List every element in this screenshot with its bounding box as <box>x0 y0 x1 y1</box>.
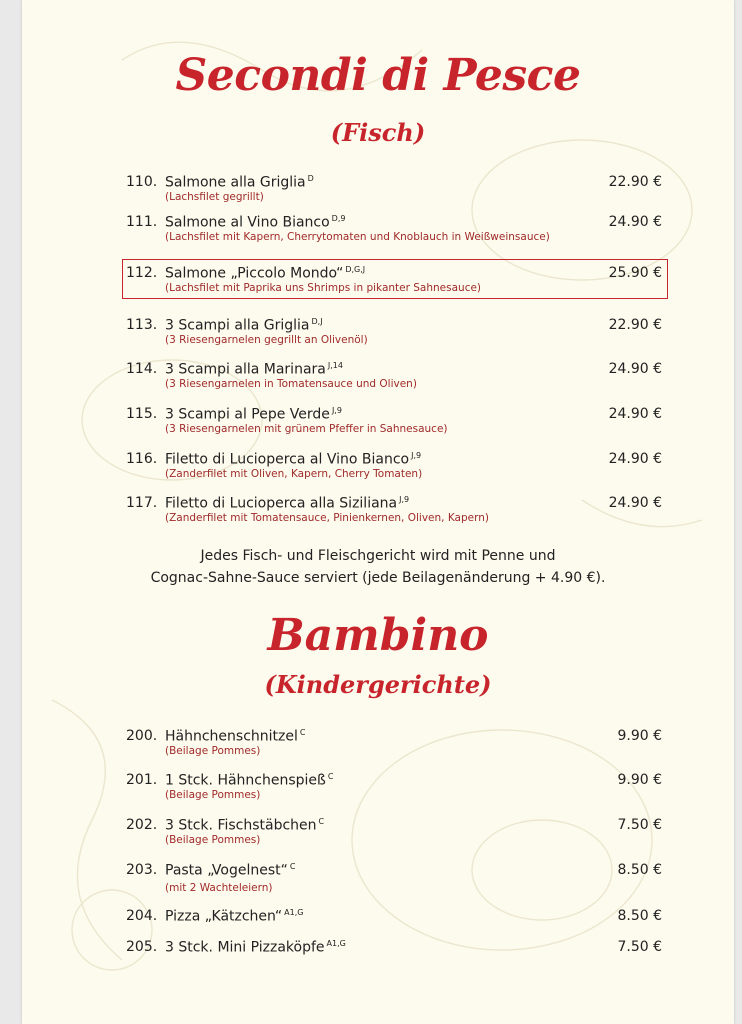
item-description: (Zanderfilet mit Tomatensauce, Pinienkernen, Oliven, Kapern) <box>165 512 489 524</box>
item-description: (3 Riesengarnelen mit grünem Pfeffer in Sahnesauce) <box>165 423 448 435</box>
item-number: 203. <box>126 862 158 878</box>
allergen-codes: C <box>327 772 334 781</box>
item-price: 24.90 € <box>608 406 662 422</box>
item-name: 3 Scampi al Pepe Verde $^{J,9}$ <box>165 406 342 423</box>
item-description: (Lachsfilet gegrillt) <box>165 191 264 203</box>
allergen-codes: D,J <box>311 317 323 326</box>
item-name: Hähnchenschnitzel $^C$ <box>165 728 306 745</box>
menu-page <box>22 0 734 1024</box>
allergen-codes: J,9 <box>331 406 342 415</box>
item-description: (Lachsfilet mit Paprika uns Shrimps in pikanter Sahnesauce) <box>165 282 482 294</box>
item-name: Salmone „Piccolo Mondo“ $^{D,G,J}$ <box>165 265 366 282</box>
item-number: 114. <box>126 361 158 377</box>
item-number: 115. <box>126 406 158 422</box>
allergen-codes: D <box>307 174 314 183</box>
item-name: 1 Stck. Hähnchenspieß $^C$ <box>165 772 334 789</box>
item-price: 24.90 € <box>608 361 662 377</box>
item-price: 9.90 € <box>617 772 662 788</box>
section-title-fish: Secondi di Pesce <box>175 50 581 101</box>
allergen-codes: D,G,J <box>345 265 366 274</box>
item-name: Salmone al Vino Bianco $^{D,9}$ <box>165 214 346 231</box>
allergen-codes: C <box>289 862 296 871</box>
item-description: (Beilage Pommes) <box>165 745 261 757</box>
item-number: 201. <box>126 772 158 788</box>
item-name: 3 Scampi alla Marinara $^{J,14}$ <box>165 361 343 378</box>
item-number: 204. <box>126 908 158 924</box>
side-dish-note <box>22 545 734 589</box>
section-subtitle-fish: (Fisch) <box>330 118 426 147</box>
item-name: Filetto di Lucioperca al Vino Bianco $^{J,9}$ <box>165 451 422 468</box>
item-name: Pizza „Kätzchen“ $^{A1,G}$ <box>165 908 304 925</box>
item-price: 8.50 € <box>617 862 662 878</box>
item-number: 205. <box>126 939 158 955</box>
item-price: 22.90 € <box>608 174 662 190</box>
allergen-codes: J,9 <box>399 495 410 504</box>
item-number: 110. <box>126 174 158 190</box>
item-name: 3 Stck. Mini Pizzaköpfe $^{A1,G}$ <box>165 939 346 956</box>
item-name: 3 Stck. Fischstäbchen $^C$ <box>165 817 325 834</box>
allergen-codes: A1,G <box>326 939 346 948</box>
item-description: (3 Riesengarnelen gegrillt an Olivenöl) <box>165 334 368 346</box>
item-description: (Beilage Pommes) <box>165 834 261 846</box>
item-name: 3 Scampi alla Griglia $^{D,J}$ <box>165 317 323 334</box>
item-description: (Lachsfilet mit Kapern, Cherrytomaten und Knoblauch in Weißweinsauce) <box>165 231 550 243</box>
item-number: 111. <box>126 214 158 230</box>
item-number: 116. <box>126 451 158 467</box>
allergen-codes: J,9 <box>411 451 422 460</box>
item-price: 24.90 € <box>608 495 662 511</box>
allergen-codes: C <box>299 728 306 737</box>
item-number: 202. <box>126 817 158 833</box>
allergen-codes: D,9 <box>331 214 346 223</box>
item-description: (Beilage Pommes) <box>165 789 261 801</box>
item-price: 24.90 € <box>608 451 662 467</box>
item-price: 7.50 € <box>617 817 662 833</box>
item-price: 8.50 € <box>617 908 662 924</box>
item-name: Pasta „Vogelnest“ $^C$ <box>165 862 296 879</box>
note-line-1: Jedes Fisch- und Fleischgericht wird mit Penne und <box>200 548 556 564</box>
item-number: 200. <box>126 728 158 744</box>
section-title-kids: Bambino <box>267 610 489 661</box>
item-description: (3 Riesengarnelen in Tomatensauce und Oliven) <box>165 378 417 390</box>
allergen-codes: J,14 <box>327 361 343 370</box>
item-price: 24.90 € <box>608 214 662 230</box>
item-number: 113. <box>126 317 158 333</box>
item-description: (mit 2 Wachteleiern) <box>165 882 273 894</box>
item-price: 22.90 € <box>608 317 662 333</box>
item-description: (Zanderfilet mit Oliven, Kapern, Cherry Tomaten) <box>165 468 423 480</box>
item-number: 117. <box>126 495 158 511</box>
section-subtitle-kids: (Kindergerichte) <box>264 670 492 699</box>
item-name: Filetto di Lucioperca alla Siziliana $^{J,9}$ <box>165 495 410 512</box>
item-name: Salmone alla Griglia $^D$ <box>165 174 314 191</box>
item-price: 9.90 € <box>617 728 662 744</box>
allergen-codes: C <box>318 817 325 826</box>
item-price: 7.50 € <box>617 939 662 955</box>
item-number: 112. <box>126 265 158 281</box>
allergen-codes: A1,G <box>284 908 304 917</box>
note-line-2: Cognac-Sahne-Sauce serviert (jede Beilagenänderung + 4.90 €). <box>150 570 606 586</box>
item-price: 25.90 € <box>608 265 662 281</box>
